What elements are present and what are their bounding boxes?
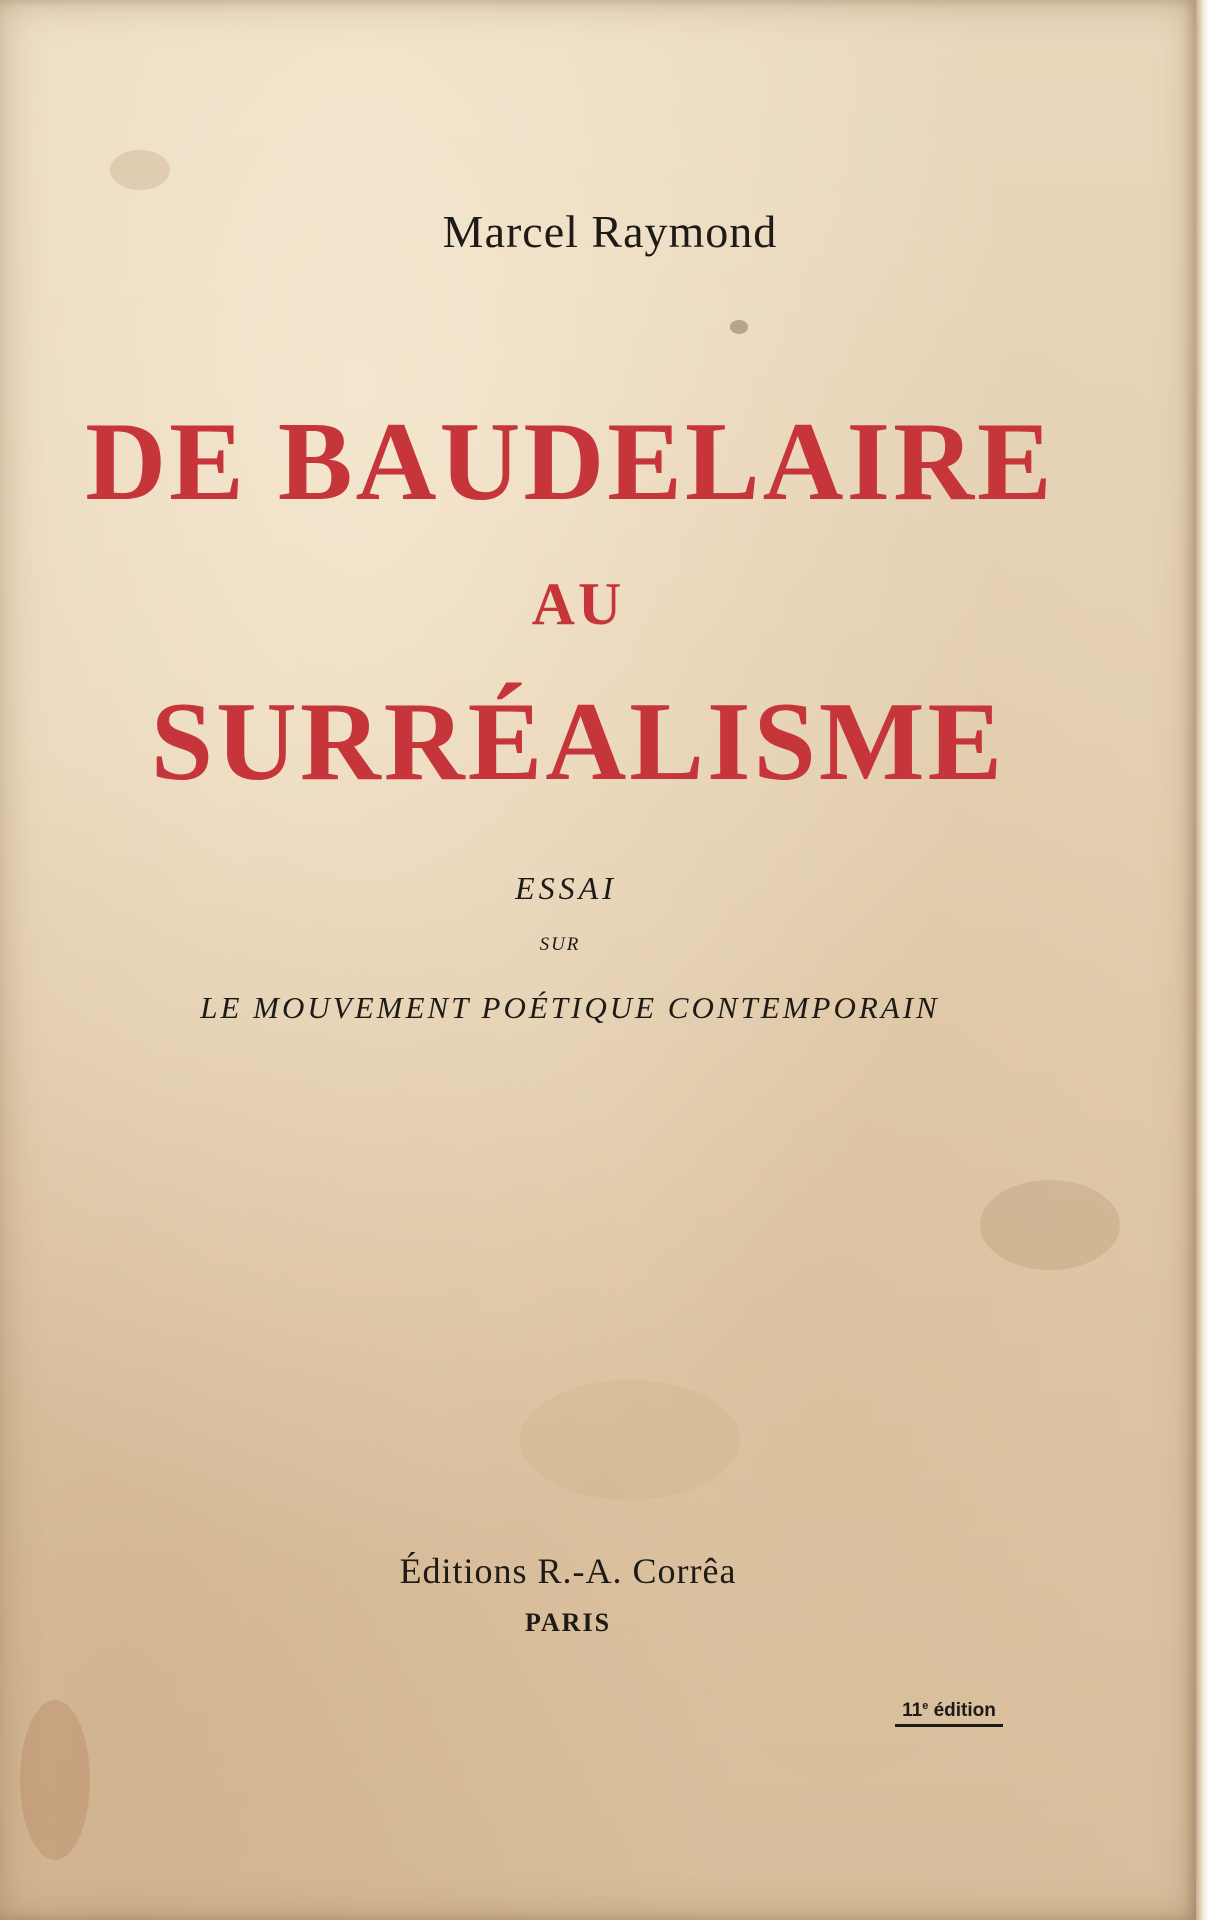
publisher-name: Éditions R.-A. Corrêa: [399, 1551, 737, 1591]
publisher-city: PARIS: [524, 1608, 612, 1637]
stain: [20, 1700, 90, 1860]
author-name: Marcel Raymond: [442, 206, 778, 257]
title-line-3: SURRÉALISME: [150, 680, 1006, 804]
page-edge: [1196, 0, 1209, 1920]
edition-number: 11: [902, 1700, 923, 1721]
title-line-1: DE BAUDELAIRE: [85, 400, 1055, 524]
subtitle: LE MOUVEMENT POÉTIQUE CONTEMPORAIN: [200, 990, 940, 1025]
edition-badge: [895, 1700, 1003, 1727]
essai-label: ESSAI: [515, 870, 617, 906]
title-line-2: AU: [531, 571, 625, 637]
stain: [980, 1180, 1120, 1270]
sur-label: SUR: [539, 934, 581, 955]
stain: [730, 320, 748, 334]
edition-suffix: e: [922, 1700, 929, 1712]
stain: [110, 150, 170, 190]
edition-label: édition: [933, 1700, 996, 1721]
stain: [520, 1380, 740, 1500]
